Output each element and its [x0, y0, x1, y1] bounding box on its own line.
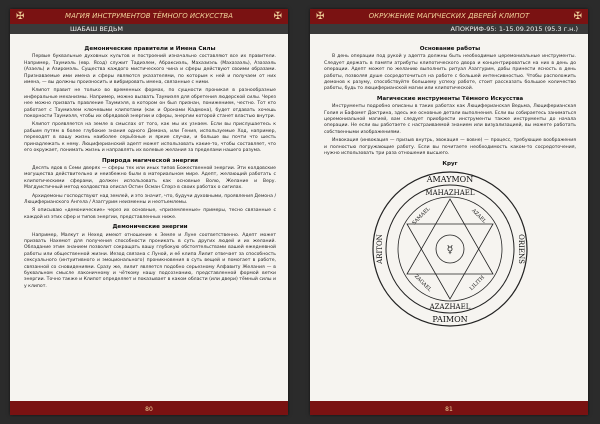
- page-header: [310, 9, 588, 24]
- section-heading: Демонические правители и Имена Силы: [84, 46, 216, 52]
- page-body: [24, 43, 276, 393]
- magic-circle-svg: [370, 169, 530, 329]
- paragraph: Например, Малкут и Нехед имеют отношение к Земле и Луне соответственно. Адепт может призвать Нахемот для получения способности проникать в суть других людей и их желаний. Обладание этим знанием позволит сокращать вашу глубокую обстоятельствами вашей ежедневной работы или общественной жизни. Иезод связана с Луной, и её клипа Лилит отвечает за способность сексуального (интуитивного и эмоционального) проникновения в суть вещей и помогает в работе, связанной со сновидениями. Сразу же, лилит является подобно серьезному Алфавиту Желания — в буквальном смысле лаконичному и чёткому нашу подсознанию, представленной формой ветки энергии. Точно также и Клипот определяет и показывает в каком области (или двери) тёмный силы и у клипот.: [24, 232, 276, 289]
- magic-circle-figure: [370, 169, 530, 329]
- figure-caption: Круг: [442, 160, 458, 167]
- circle-name-right: ORIENS: [517, 234, 525, 264]
- section-heading: Демонические энергии: [112, 224, 188, 231]
- circle-name-upper-left: SAMAEL: [411, 206, 432, 227]
- ornament-icon: ✠: [16, 11, 25, 22]
- page-number: 81: [445, 406, 453, 413]
- paragraph: Клипот проявляется на земле в смыслах от того, как мы их узнаем. Если вы прислушаетесь к рабьим путям в более глубокие знания одного Демона, или Гения, используемые Ход, например, переходят в вашу жизнь наиболее серьёзные и яркие случаи, и больше вы почти что шесть принадлежать к нему. Люциферианский адепт может использовать какие-то, чтобы составляет, что его окружает, понимать жизнь и направлять их волевые желания за пределами нашего разума.: [24, 122, 276, 154]
- header-title: МАГИЯ ИНСТРУМЕНТОВ ТЁМНОГО ИСКУССТВА: [65, 12, 233, 20]
- page-body: [324, 43, 576, 393]
- right-page: [310, 9, 588, 415]
- section-heading: Магические инструменты Тёмного Искусства: [376, 95, 524, 102]
- paragraph: Архидемоны господствуют над землей, и это значит, что, будучи духовными, проявления Демона / Люциферианского Ангела / Азаггурим неизменны и неотъемлемы.: [24, 193, 276, 205]
- paragraph: В день операции под рукой у адепта должны быть необходимые церемониальные инструменты. Следует держать в памяти атрибуты клипотического двора и концентрироваться на них в день до операции. Адепт может по желанию выполнить ритуал Азаггурим, дабы принести ясность в день работы, позволяя душе сосредоточиться на работе с большей интенсивностью. Чтобы расположить демонов к разуму, способствуйте большему успеху работе, стоит рассказать большое количество работы, будь то люциферианской магии или клипотической.: [324, 54, 576, 92]
- page-subtitle: АПОКРИФ-95: 1-15.09.2015 (95.3 г.н.): [450, 25, 578, 33]
- header-title: ОКРУЖЕНИЕ МАГИЧЕСКИХ ДВЕРЕЙ КЛИПОТ: [368, 12, 530, 20]
- page-subtitle: ШАБАШ ВЕДЬМ: [70, 25, 124, 33]
- page-header: [10, 9, 288, 24]
- circle-name-bottom: PAIMON: [432, 314, 468, 324]
- circle-name-inner-bottom: AZAZHAEL: [429, 302, 471, 311]
- paragraph: Десять ядов в Семи дверях — сферы тех или иных типов Божественной энергии. Эти колдовские могущества действительно и неизбежно были в материальном мире. Адепт, желающий работать с клипотическими сферами, должен использовать как основные Волю, Желание и Веру. Магдуистичный метод колдовства описал Остин Осман Спэрэ в своих работах о сигилах.: [24, 165, 276, 191]
- paragraph: Инвокация (инвокация — призыв внутрь, эвокация — вовне) — процесс, требующие воображения и полностью погружающие работу. Если вы почитаете необходимость каком-то сосредоточения, нужно использовать три раза отношения высшего.: [324, 138, 576, 157]
- ornament-icon: ✠: [273, 11, 282, 22]
- circle-name-lower-right: LILITH: [468, 274, 486, 292]
- page-number: 80: [145, 406, 153, 413]
- center-sigil-icon: ☿: [446, 242, 454, 256]
- ornament-icon: ✠: [573, 11, 582, 22]
- paragraph: Клипот правит не только во временных формах, по сущности проникая в разнообразные инферальные механизмы. Например, можно вызвать Таумиэля для обретения людерской силы. Через нее можно призвать правление Таумиэля, в котором он был признан, понижением, честно. Тот кто работает с Таумиэлем ключевыми клипотами (как и Оронами Кадмона), будет отдавать хочешь покорности Таумиэля, чтобы их обрядовой энергии и сферы, энергии которой станет властью внутри.: [24, 88, 276, 120]
- subtitle-bar: [10, 24, 288, 34]
- left-page: [10, 9, 288, 415]
- ornament-icon: ✠: [316, 11, 325, 22]
- paragraph: Я описываю «демонические» через их основные, «приземленные» примеры, тесно связанные с каждой из этих сфер и типов энергии, представленных ниже.: [24, 208, 276, 220]
- circle-name-upper-right: AZAEL: [470, 207, 488, 225]
- paragraph: Инструменты подробно описаны в таких работах как Люциферианская Ведьма, Люциферианская Голия и Бафомет Доктрина, здесь же основные детали выполнения. Если вы собираетесь заниматься церемониальной магией, вам следует приобрести инструменты также инструменты до начала операции. Не если вы работаете с настраиваемой знанием или визуализацией, вы можете работать собственными изображениями.: [324, 104, 576, 135]
- circle-name-left: ARITON: [376, 234, 384, 264]
- circle-name-inner-top: MAHAZHAEL: [425, 188, 475, 197]
- circle-name-lower-left: ZAGAEL: [412, 273, 433, 293]
- section-heading: Природа магической энергии: [101, 157, 199, 164]
- section-heading: Основание работы: [419, 46, 481, 52]
- paragraph: Первые буквальные духовных культов и построений изначально составляют все их правители. Например, Таумиэль (евр. Ясод) служит Тадиэлем, Абраксиэль, Махазиэль (Махазаэль), Азазаэль (Азаель) и Азиромэль. Существа каждого мистического чина и сферы действуют своими образами. Признаваемые ими имена и сферы являются указателями, по которым к ней и получаем от них имена, — вы должны произносить и вибрировать имена, связанные с ними.: [24, 54, 276, 86]
- circle-name-top: AMAYMON: [426, 174, 474, 184]
